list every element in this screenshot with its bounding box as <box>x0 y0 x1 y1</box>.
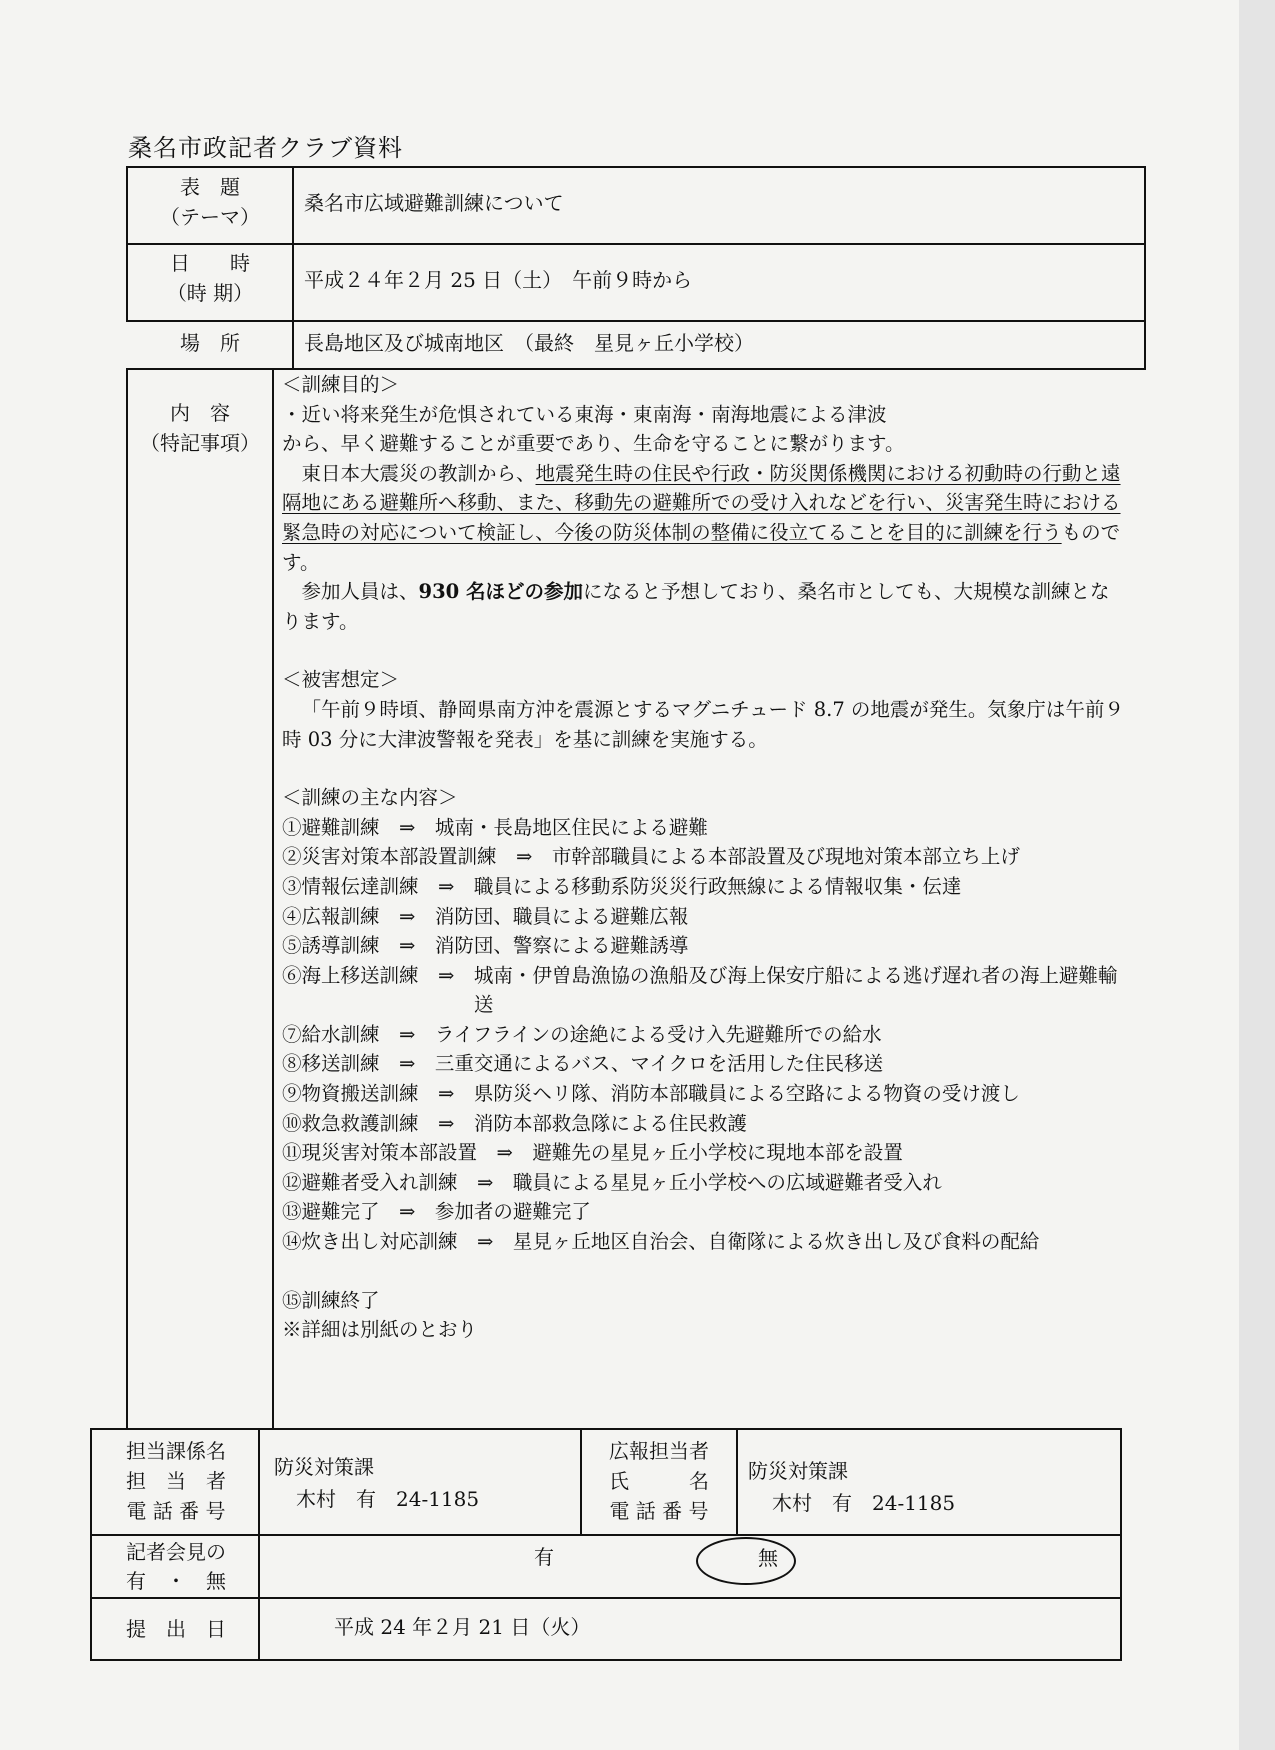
training-item <box>282 1197 1127 1227</box>
note: ※詳細は別紙のとおり <box>282 1318 478 1342</box>
contact-dept: 防災対策課 <box>274 1455 374 1479</box>
table-border <box>736 1428 738 1534</box>
table-border <box>292 166 294 368</box>
table-border <box>126 368 128 1428</box>
table-border <box>1144 166 1146 368</box>
table-border <box>258 1428 260 1661</box>
damage-text: 「午前９時頃、静岡県南方沖を震源とするマグニチュード 8.7 の地震が発生。気象庁は午前９時 03 分に大津波警報を発表」を基に訓練を実施する。 <box>282 697 1124 751</box>
training-item <box>282 1138 1127 1168</box>
training-item <box>282 1168 1127 1198</box>
damage-heading: ＜被害想定＞ <box>282 668 400 692</box>
training-item-title: ⑥海上移送訓練 ⇒ <box>282 963 474 987</box>
training-item <box>282 931 1127 961</box>
training-item-text: 職員による星見ヶ丘小学校への広域避難者受入れ <box>512 1170 942 1194</box>
training-item-title: ⑩救急救護訓練 ⇒ <box>282 1111 474 1135</box>
datetime-label: 日 時 （時 期） <box>166 251 254 305</box>
press-label: 記者会見の 有 ・ 無 <box>126 1540 226 1593</box>
training-item <box>282 902 1127 932</box>
table-border <box>90 1428 1122 1430</box>
training-item-text: ライフラインの途絶による受け入先避難所での給水 <box>434 1022 882 1046</box>
selection-circle <box>696 1537 796 1585</box>
main-heading: ＜訓練の主な内容＞ <box>282 786 458 810</box>
training-item-text: 県防災ヘリ隊、消防本部職員による空路による物資の受け渡し <box>473 1082 1020 1106</box>
training-item-title: ⑦給水訓練 ⇒ <box>282 1022 435 1046</box>
training-item-title: ④広報訓練 ⇒ <box>282 904 435 928</box>
table-border <box>90 1659 1122 1661</box>
training-item-text: 城南・長島地区住民による避難 <box>434 815 708 839</box>
press-no: 無 <box>758 1546 778 1570</box>
training-item-title: ⑫避難者受入れ訓練 ⇒ <box>282 1170 513 1194</box>
contact-person-phone: 木村 有 24-1185 <box>296 1487 480 1511</box>
pr-person-phone: 木村 有 24-1185 <box>772 1491 956 1515</box>
training-item <box>282 961 1127 1020</box>
table-border <box>90 1597 1122 1599</box>
participants-paragraph: 参加人員は、930 名ほどの参加になると予想しており、桑名市としても、大規模な訓練となります。 <box>282 580 1110 633</box>
training-item-title: ⑪現災害対策本部設置 ⇒ <box>282 1141 533 1165</box>
page-edge <box>1239 0 1275 1750</box>
end-item: ⑮訓練終了 <box>282 1288 380 1312</box>
purpose-paragraph: 東日本大震災の教訓から、地震発生時の住民や行政・防災関係機関における初動時の行動と遠隔地にある避難所へ移動、また、移動先の避難所での受け入れなどを行い、災害発生時における緊急時の対応について検証し、今後の防災体制の整備に役立てることを目的に訓練を行うものです。 <box>282 461 1121 574</box>
press-yes: 有 <box>534 1545 554 1569</box>
datetime-value: 平成２４年２月 25 日（土） 午前９時から <box>304 268 693 292</box>
training-item-text: 市幹部職員による本部設置及び現地対策本部立ち上げ <box>551 845 1020 869</box>
content-body <box>282 370 1127 1345</box>
contact-label: 担当課係名 担 当 者 電 話 番 号 <box>126 1439 226 1523</box>
theme-value: 桑名市広域避難訓練について <box>304 191 564 215</box>
table-border <box>126 320 1146 322</box>
table-border <box>1120 1428 1122 1661</box>
submit-label: 提 出 日 <box>126 1617 226 1641</box>
table-border <box>580 1428 582 1534</box>
training-item-text: 三重交通によるバス、マイクロを活用した住民移送 <box>434 1052 884 1076</box>
training-item-title: ③情報伝達訓練 ⇒ <box>282 874 474 898</box>
training-item-title: ⑨物資搬送訓練 ⇒ <box>282 1082 474 1106</box>
training-item <box>282 1079 1127 1109</box>
training-item-title: ②災害対策本部設置訓練 ⇒ <box>282 845 552 869</box>
training-item-text: 避難先の星見ヶ丘小学校に現地本部を設置 <box>532 1141 903 1165</box>
pr-label: 広報担当者 氏 名 電 話 番 号 <box>609 1439 709 1523</box>
purpose-line: ・近い将来発生が危惧されている東海・東南海・南海地震による津波 <box>282 402 887 426</box>
training-item <box>282 1109 1127 1139</box>
table-border <box>126 166 128 320</box>
table-border <box>90 1428 92 1661</box>
theme-label: 表 題 （テーマ） <box>160 175 260 229</box>
training-item-text: 消防本部救急隊による住民救護 <box>473 1111 747 1135</box>
training-items <box>282 813 1127 1257</box>
content-label: 内 容 （特記事項） <box>140 401 260 455</box>
training-item-text: 消防団、警察による避難誘導 <box>434 934 689 958</box>
training-item <box>282 842 1127 872</box>
table-border <box>90 1534 1122 1536</box>
training-item <box>282 872 1127 902</box>
table-border <box>272 368 274 1428</box>
training-item-text: 参加者の避難完了 <box>434 1200 591 1224</box>
training-item-text: 消防団、職員による避難広報 <box>434 904 689 928</box>
table-border <box>126 243 1146 245</box>
table-border <box>126 166 1146 168</box>
training-item-title: ⑤誘導訓練 ⇒ <box>282 934 435 958</box>
training-item-text: 城南・伊曽島漁協の漁船及び海上保安庁船による逃げ遅れ者の海上避難輸送 <box>473 963 1118 1017</box>
purpose-line: から、早く避難することが重要であり、生命を守ることに繋がります。 <box>282 432 905 456</box>
training-item-title: ⑭炊き出し対応訓練 ⇒ <box>282 1230 513 1254</box>
training-item-title: ⑧移送訓練 ⇒ <box>282 1052 435 1076</box>
pr-dept: 防災対策課 <box>748 1459 848 1483</box>
training-item-text: 職員による移動系防災災行政無線による情報収集・伝達 <box>473 874 962 898</box>
training-item-text: 星見ヶ丘地区自治会、自衛隊による炊き出し及び食料の配給 <box>512 1230 1040 1254</box>
place-label: 場 所 <box>180 331 240 355</box>
training-item <box>282 813 1127 843</box>
purpose-heading: ＜訓練目的＞ <box>282 373 400 396</box>
submit-value: 平成 24 年２月 21 日（火） <box>334 1615 591 1639</box>
place-value: 長島地区及び城南地区 （最終 星見ヶ丘小学校） <box>304 331 754 355</box>
training-item <box>282 1227 1127 1257</box>
training-item-title: ①避難訓練 ⇒ <box>282 815 435 839</box>
training-item-title: ⑬避難完了 ⇒ <box>282 1200 435 1224</box>
training-item <box>282 1049 1127 1079</box>
document-header: 桑名市政記者クラブ資料 <box>128 134 403 162</box>
training-item <box>282 1020 1127 1050</box>
